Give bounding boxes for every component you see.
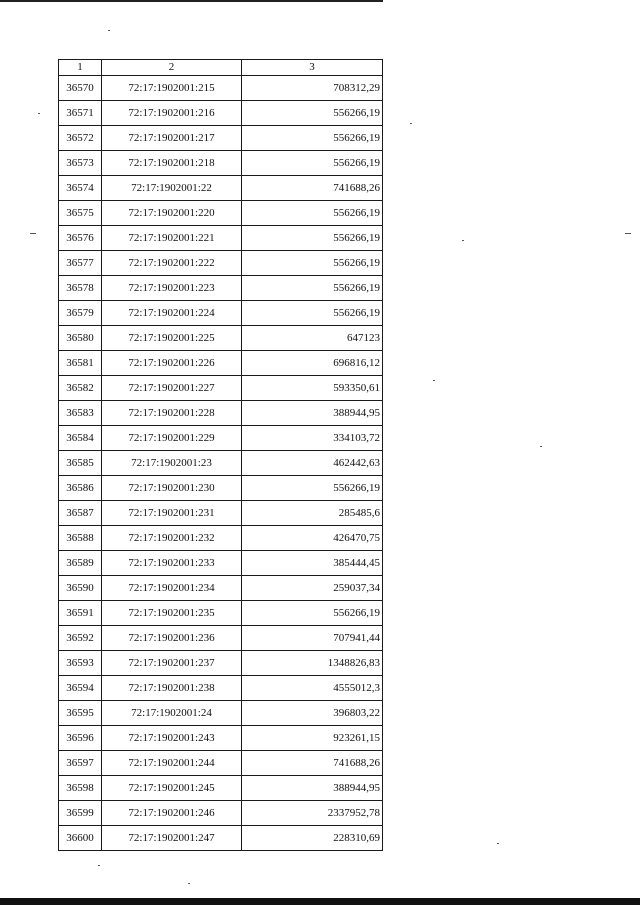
scan-speck (38, 113, 40, 114)
table-row (59, 201, 383, 226)
bottom-rule (0, 898, 640, 905)
cadastral-value-cell: 556266,19 (242, 226, 383, 251)
table-row (59, 826, 383, 851)
cadastral-value-cell: 556266,19 (242, 126, 383, 151)
table-row (59, 626, 383, 651)
cadastral-number-cell: 72:17:1902001:238 (102, 676, 242, 701)
cadastral-number-cell: 72:17:1902001:247 (102, 826, 242, 851)
cadastral-number-cell: 72:17:1902001:235 (102, 601, 242, 626)
row-number-cell: 36595 (59, 701, 102, 726)
scan-speck (410, 123, 412, 124)
cadastral-number-cell: 72:17:1902001:221 (102, 226, 242, 251)
table-row (59, 401, 383, 426)
row-number-cell: 36574 (59, 176, 102, 201)
cadastral-number-cell: 72:17:1902001:231 (102, 501, 242, 526)
table-row (59, 576, 383, 601)
row-number-cell: 36589 (59, 551, 102, 576)
row-number-cell: 36585 (59, 451, 102, 476)
table-row (59, 226, 383, 251)
cadastral-number-cell: 72:17:1902001:23 (102, 451, 242, 476)
row-number-cell: 36576 (59, 226, 102, 251)
column-header-value: 3 (242, 60, 383, 76)
scan-speck (497, 843, 499, 844)
table-row (59, 101, 383, 126)
table-row (59, 276, 383, 301)
cadastral-value-cell: 556266,19 (242, 601, 383, 626)
cadastral-number-cell: 72:17:1902001:222 (102, 251, 242, 276)
row-number-cell: 36586 (59, 476, 102, 501)
cadastral-number-cell: 72:17:1902001:228 (102, 401, 242, 426)
cadastral-number-cell: 72:17:1902001:232 (102, 526, 242, 551)
cadastral-number-cell: 72:17:1902001:22 (102, 176, 242, 201)
row-number-cell: 36578 (59, 276, 102, 301)
cadastral-number-cell: 72:17:1902001:243 (102, 726, 242, 751)
cadastral-value-cell: 708312,29 (242, 76, 383, 101)
row-number-cell: 36580 (59, 326, 102, 351)
table-row (59, 551, 383, 576)
cadastral-number-cell: 72:17:1902001:226 (102, 351, 242, 376)
row-number-cell: 36577 (59, 251, 102, 276)
cadastral-value-cell: 285485,6 (242, 501, 383, 526)
row-number-cell: 36592 (59, 626, 102, 651)
cadastral-number-cell: 72:17:1902001:229 (102, 426, 242, 451)
table-row (59, 376, 383, 401)
cadastral-number-cell: 72:17:1902001:215 (102, 76, 242, 101)
table-row (59, 801, 383, 826)
cadastral-value-cell: 707941,44 (242, 626, 383, 651)
cadastral-value-cell: 741688,26 (242, 176, 383, 201)
row-number-cell: 36588 (59, 526, 102, 551)
row-number-cell: 36597 (59, 751, 102, 776)
row-number-cell: 36579 (59, 301, 102, 326)
table-row (59, 426, 383, 451)
table-body (59, 76, 383, 851)
cadastral-value-cell: 556266,19 (242, 301, 383, 326)
cadastral-number-cell: 72:17:1902001:234 (102, 576, 242, 601)
cadastral-value-cell: 593350,61 (242, 376, 383, 401)
cadastral-number-cell: 72:17:1902001:245 (102, 776, 242, 801)
scan-speck (540, 446, 542, 447)
row-number-cell: 36596 (59, 726, 102, 751)
scan-speck (98, 865, 100, 866)
table-row (59, 701, 383, 726)
cadastral-value-cell: 556266,19 (242, 201, 383, 226)
cadastral-value-cell: 259037,34 (242, 576, 383, 601)
table-row (59, 601, 383, 626)
cadastral-value-cell: 556266,19 (242, 101, 383, 126)
table-row (59, 451, 383, 476)
table-row (59, 151, 383, 176)
row-number-cell: 36570 (59, 76, 102, 101)
row-number-cell: 36572 (59, 126, 102, 151)
table-row (59, 776, 383, 801)
row-number-cell: 36599 (59, 801, 102, 826)
cadastral-number-cell: 72:17:1902001:223 (102, 276, 242, 301)
row-number-cell: 36584 (59, 426, 102, 451)
cadastral-value-table (58, 59, 383, 851)
cadastral-number-cell: 72:17:1902001:225 (102, 326, 242, 351)
header-row (59, 60, 383, 76)
row-number-cell: 36587 (59, 501, 102, 526)
cadastral-number-cell: 72:17:1902001:233 (102, 551, 242, 576)
cadastral-number-cell: 72:17:1902001:216 (102, 101, 242, 126)
cadastral-value-cell: 647123 (242, 326, 383, 351)
cadastral-number-cell: 72:17:1902001:220 (102, 201, 242, 226)
row-number-cell: 36581 (59, 351, 102, 376)
cadastral-value-cell: 462442,63 (242, 451, 383, 476)
table-row (59, 326, 383, 351)
row-number-cell: 36600 (59, 826, 102, 851)
cadastral-value-cell: 4555012,3 (242, 676, 383, 701)
table-row (59, 751, 383, 776)
row-number-cell: 36571 (59, 101, 102, 126)
table-row (59, 476, 383, 501)
cadastral-number-cell: 72:17:1902001:237 (102, 651, 242, 676)
column-header-cadastral: 2 (102, 60, 242, 76)
table-row (59, 176, 383, 201)
cadastral-value-cell: 385444,45 (242, 551, 383, 576)
top-rule (0, 0, 383, 2)
row-number-cell: 36598 (59, 776, 102, 801)
table-row (59, 126, 383, 151)
scan-speck (433, 380, 435, 381)
row-number-cell: 36590 (59, 576, 102, 601)
row-number-cell: 36594 (59, 676, 102, 701)
cadastral-value-cell: 2337952,78 (242, 801, 383, 826)
row-number-cell: 36582 (59, 376, 102, 401)
table-row (59, 501, 383, 526)
cadastral-number-cell: 72:17:1902001:236 (102, 626, 242, 651)
cadastral-value-cell: 396803,22 (242, 701, 383, 726)
table-row (59, 726, 383, 751)
scan-speck (625, 233, 631, 234)
cadastral-number-cell: 72:17:1902001:246 (102, 801, 242, 826)
table-row (59, 301, 383, 326)
cadastral-number-cell: 72:17:1902001:230 (102, 476, 242, 501)
cadastral-value-cell: 556266,19 (242, 276, 383, 301)
row-number-cell: 36573 (59, 151, 102, 176)
table-row (59, 651, 383, 676)
table-row (59, 351, 383, 376)
cadastral-number-cell: 72:17:1902001:224 (102, 301, 242, 326)
table-row (59, 676, 383, 701)
row-number-cell: 36591 (59, 601, 102, 626)
scan-speck (30, 233, 36, 234)
cadastral-value-cell: 334103,72 (242, 426, 383, 451)
table-row (59, 526, 383, 551)
scan-speck (188, 883, 190, 884)
cadastral-value-cell: 228310,69 (242, 826, 383, 851)
cadastral-value-cell: 388944,95 (242, 776, 383, 801)
cadastral-number-cell: 72:17:1902001:217 (102, 126, 242, 151)
cadastral-number-cell: 72:17:1902001:218 (102, 151, 242, 176)
cadastral-number-cell: 72:17:1902001:227 (102, 376, 242, 401)
cadastral-value-cell: 556266,19 (242, 151, 383, 176)
cadastral-value-cell: 388944,95 (242, 401, 383, 426)
scan-speck (108, 30, 110, 31)
cadastral-value-cell: 741688,26 (242, 751, 383, 776)
row-number-cell: 36593 (59, 651, 102, 676)
cadastral-value-cell: 1348826,83 (242, 651, 383, 676)
cadastral-value-cell: 696816,12 (242, 351, 383, 376)
cadastral-value-cell: 556266,19 (242, 476, 383, 501)
cadastral-value-cell: 923261,15 (242, 726, 383, 751)
table-row (59, 76, 383, 101)
cadastral-value-cell: 556266,19 (242, 251, 383, 276)
scan-speck (462, 240, 464, 241)
cadastral-number-cell: 72:17:1902001:244 (102, 751, 242, 776)
cadastral-number-cell: 72:17:1902001:24 (102, 701, 242, 726)
column-header-number: 1 (59, 60, 102, 76)
cadastral-value-cell: 426470,75 (242, 526, 383, 551)
row-number-cell: 36583 (59, 401, 102, 426)
row-number-cell: 36575 (59, 201, 102, 226)
table-row (59, 251, 383, 276)
